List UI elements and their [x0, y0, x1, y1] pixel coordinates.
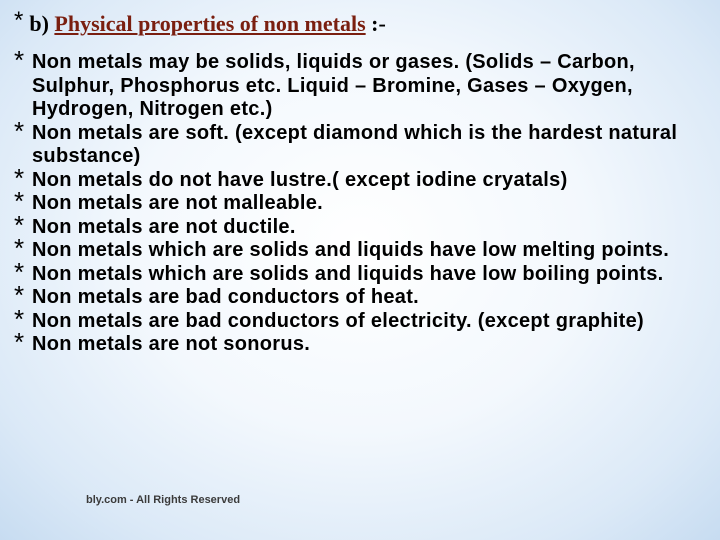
bullet-item — [14, 233, 714, 263]
bullet-star-icon: * — [14, 209, 25, 240]
bullet-text: Non metals are soft. (except diamond which is the hardest natural substance) — [32, 121, 678, 167]
heading-suffix: :- — [365, 11, 386, 36]
bullet-item — [14, 162, 714, 193]
bullet-star-icon: * — [14, 327, 25, 357]
heading-title: Physical properties of non metals — [54, 11, 366, 36]
bullet-star-icon: * — [14, 186, 25, 216]
bullet-item — [14, 115, 714, 169]
bullet-text: Non metals which are solids and liquids have low boiling points. — [32, 262, 664, 285]
bullet-star-icon: * — [14, 280, 25, 310]
bullet-star-icon: * — [14, 162, 25, 193]
bullet-text: Non metals are not ductile. — [32, 215, 296, 238]
bullet-item — [14, 45, 714, 122]
bullet-text: Non metals may be solids, liquids or gases. (Solids – Carbon, Sulphur, Phosphorus etc. Liquid – Bromine, Gases – Oxygen, Hydrogen, Nitrogen etc.) — [32, 51, 635, 120]
slide-heading — [14, 7, 386, 38]
bullet-item — [14, 327, 714, 357]
bullet-item — [14, 280, 714, 310]
bullet-star-icon: * — [14, 45, 25, 75]
bullet-list — [14, 45, 714, 357]
bullet-text: Non metals are bad conductors of heat. — [32, 286, 420, 308]
bullet-item — [14, 256, 714, 287]
bullet-item — [14, 186, 714, 216]
bullet-star-icon: * — [14, 256, 25, 287]
bullet-text: Non metals are not malleable. — [32, 192, 324, 214]
bullet-star-icon: * — [14, 303, 25, 334]
bullet-item — [14, 209, 714, 240]
bullet-star-icon: * — [14, 115, 25, 146]
heading-prefix: b) — [29, 11, 55, 36]
bullet-text: Non metals are bad conductors of electricity. (except graphite) — [32, 309, 645, 332]
bullet-text: Non metals do not have lustre.( except iodine cryatals) — [32, 168, 568, 191]
bullet-star-icon: * — [14, 233, 25, 263]
copyright-watermark: bly.com - All Rights Reserved — [86, 494, 241, 506]
bullet-text: Non metals are not sonorus. — [32, 333, 311, 355]
bullet-item — [14, 303, 714, 334]
bullet-text: Non metals which are solids and liquids have low melting points. — [32, 239, 670, 261]
heading-bullet-icon: * — [14, 7, 24, 34]
